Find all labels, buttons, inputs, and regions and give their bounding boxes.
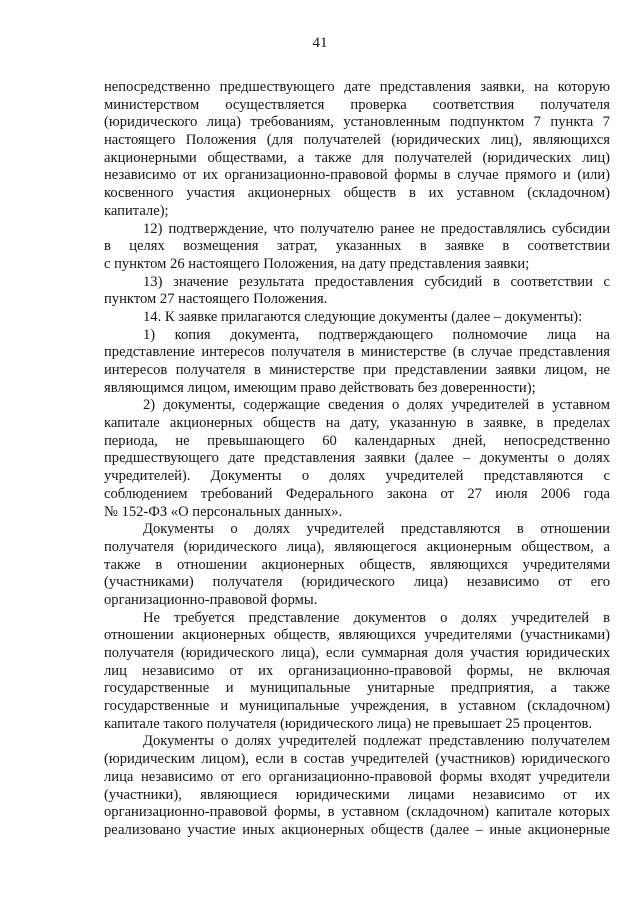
text-line: пунктом 27 настоящего Положения. xyxy=(104,291,328,308)
paragraph xyxy=(104,79,610,221)
paragraph xyxy=(104,309,610,327)
paragraph xyxy=(104,733,610,839)
text-line: государственные и муниципальные унитарные предприятия, а также xyxy=(104,680,610,697)
text-line: 13) значение результата предоставления субсидий в соответствии с xyxy=(143,273,610,290)
text-line: 2) документы, содержащие сведения о долях учредителей в уставном xyxy=(143,397,610,414)
text-line: лица независимо от его организационно-правовой формы входят учредители xyxy=(104,768,610,785)
text-line: непосредственно предшествующего дате представления заявки, на которую xyxy=(104,79,610,95)
text-line: № 152-ФЗ «О персональных данных». xyxy=(104,503,343,520)
text-line: получателя (юридического лица), являющегося акционерным обществом, а xyxy=(104,538,610,555)
paragraph xyxy=(104,521,610,609)
text-line: капитале акционерных обществ на дату, указанную в заявке, в пределах xyxy=(104,415,610,432)
text-line: 12) подтверждение, что получателю ранее не предоставлялись субсидии xyxy=(143,220,610,237)
text-line: (участниками) получателя (юридического лица) независимо от его xyxy=(104,574,610,591)
text-line: организационно-правовой формы. xyxy=(104,591,318,608)
text-line: капитале такого получателя (юридического лица) не превышает 25 процентов. xyxy=(104,715,593,732)
text-line: с пунктом 26 настоящего Положения, на дату представления заявки; xyxy=(104,255,530,272)
text-line: лиц независимо от их организационно-правовой формы, не включая xyxy=(104,662,610,679)
document-body xyxy=(104,79,610,840)
text-line: 1) копия документа, подтверждающего полномочие лица на xyxy=(143,326,610,343)
text-line: организационно-правовой формы, в уставном (складочном) капитале которых xyxy=(104,804,610,821)
text-line: предшествующего дате представления заявки (далее – документы о долях xyxy=(104,450,610,467)
text-line: также в отношении акционерных обществ, являющихся учредителями xyxy=(104,556,610,573)
text-line: представление интересов получателя в министерстве (в случае представления xyxy=(104,344,610,361)
text-line: реализовано участие иных акционерных обществ (далее – иные акционерные xyxy=(104,821,610,838)
text-line: государственные и муниципальные учреждения, в уставном (складочном) xyxy=(104,698,610,715)
text-line: независимо от их организационно-правовой формы в случае прямого и (или) xyxy=(104,167,610,184)
text-line: Документы о долях учредителей представляются в отношении xyxy=(143,521,610,538)
text-line: министерством осуществляется проверка соответствия получателя xyxy=(104,96,610,113)
paragraph xyxy=(104,274,610,309)
text-line: настоящего Положения (для получателей (юридических лиц), являющихся xyxy=(104,132,610,149)
text-line: в целях возмещения затрат, указанных в заявке в соответствии xyxy=(104,238,610,255)
text-line: являющимся лицом, имеющим право действовать без доверенности); xyxy=(104,379,536,396)
text-line: (участники), являющиеся юридическими лицами независимо от их xyxy=(104,786,610,803)
text-line: (юридическим лицом), если в состав учредителей (участников) юридического xyxy=(104,751,610,768)
text-line: (юридического лица) требованиям, установленным подпунктом 7 пункта 7 xyxy=(104,114,610,131)
text-line: 14. К заявке прилагаются следующие документы (далее – документы): xyxy=(143,308,583,325)
text-line: учредителей). Документы о долях учредителей представляются с xyxy=(104,468,610,485)
text-line: Не требуется представление документов о долях учредителей в xyxy=(143,609,610,626)
paragraph xyxy=(104,610,610,734)
paragraph xyxy=(104,327,610,398)
paragraph xyxy=(104,397,610,521)
text-line: акционерными обществами, а также для получателей (юридических лиц) xyxy=(104,149,610,166)
text-line: интересов получателя в министерстве при представлении заявки лицом, не xyxy=(104,362,610,378)
text-line: капитале); xyxy=(104,202,169,219)
text-line: получателя (юридического лица), если суммарная доля участия юридических xyxy=(104,645,610,661)
page-number: 41 xyxy=(312,35,328,51)
text-line: косвенного участия акционерных обществ в их уставном (складочном) xyxy=(104,185,610,202)
text-line: периода, не превышающего 60 календарных дней, непосредственно xyxy=(104,432,610,449)
text-line: соблюдением требований Федерального закона от 27 июля 2006 года xyxy=(104,485,610,502)
text-line: Документы о долях учредителей подлежат представлению получателем xyxy=(143,733,610,750)
paragraph xyxy=(104,221,610,274)
text-line: отношении акционерных обществ, являющихся учредителями (участниками) xyxy=(104,627,610,644)
